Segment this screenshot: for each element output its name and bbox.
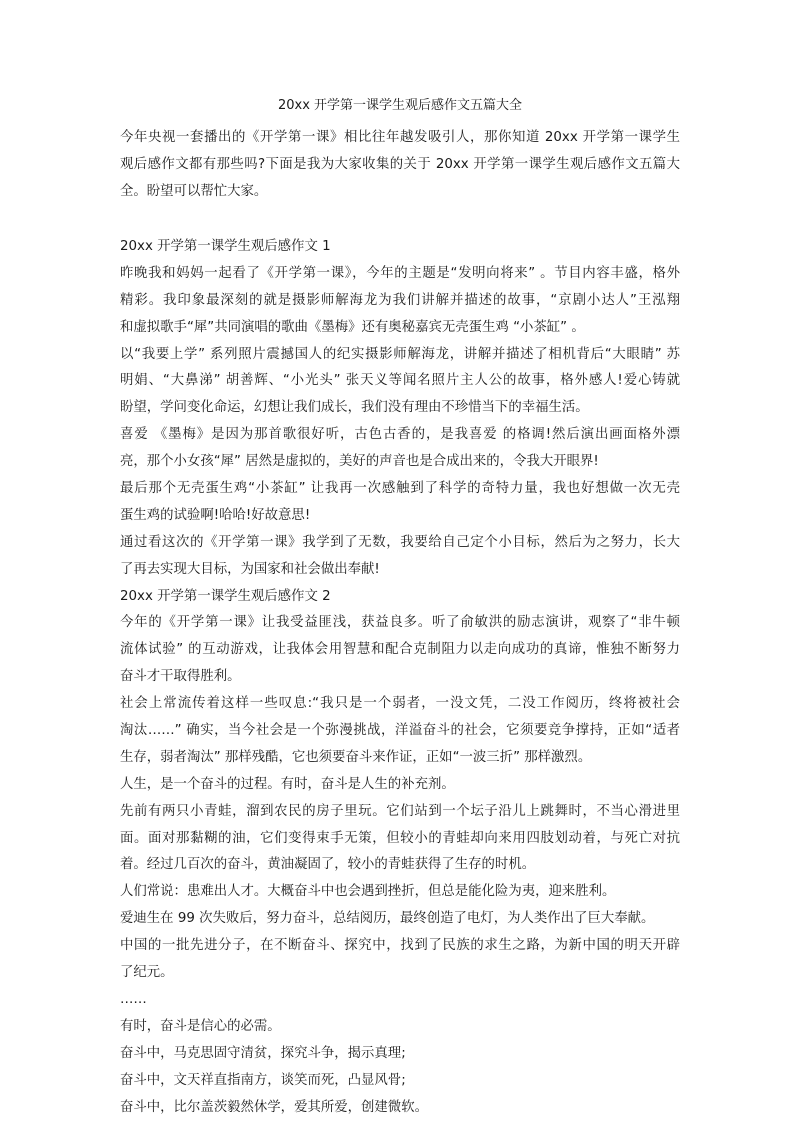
document-body — [120, 234, 680, 1121]
body-line: 最后那个无壳蛋生鸡“小茶缸” 让我再一次感触到了科学的奇特力量，我也好想做一次无壳 — [120, 481, 680, 497]
body-line: 通过看这次的《开学第一课》我学到了无数，我要给自己定个小目标，然后为之努力，长大 — [120, 534, 680, 550]
section-heading-2: 20xx 开学第一课学生观后感作文 2 — [120, 588, 331, 604]
intro-line: 观后感作文都有那些吗?下面是我为大家收集的关于 20xx 开学第一课学生观后感作文五篇大 — [120, 156, 680, 172]
body-line: 爱迪生在 99 次失败后，努力奋斗，总结阅历，最终创造了电灯，为人类作出了巨大奉献。 — [120, 911, 655, 927]
body-line: 有时，奋斗是信心的必需。 — [120, 1018, 281, 1034]
body-line: 奋斗中，比尔盖茨毅然休学，爱其所爱，创建微软。 — [120, 1099, 428, 1115]
body-line: 奋斗中，文天祥直指南方，谈笑而死，凸显风骨; — [120, 1072, 406, 1088]
body-line: 以“我要上学” 系列照片震撼国人的纪实摄影师解海龙，讲解并描述了相机背后“大眼睛” 苏 — [120, 346, 680, 362]
body-line: 流体试验” 的互动游戏，让我体会用智慧和配合克制阻力以走向成功的真谛，惟独不断努力 — [120, 642, 680, 658]
document-title: 20xx 开学第一课学生观后感作文五篇大全 — [277, 98, 523, 113]
body-line: 人生，是一个奋斗的过程。有时，奋斗是人生的补充剂。 — [120, 776, 455, 792]
intro-line: 全。盼望可以帮忙大家。 — [120, 183, 268, 199]
intro-paragraph — [120, 125, 680, 206]
intro-line: 今年央视一套播出的《开学第一课》相比往年越发吸引人，那你知道 20xx 开学第一课学生 — [120, 130, 680, 145]
body-line: 生存，弱者淘汰” 那样残酷，它也须要奋斗来作证，正如“一波三折” 那样激烈。 — [120, 749, 592, 765]
body-line: 奋斗中，马克思固守清贫，探究斗争，揭示真理; — [120, 1045, 406, 1061]
body-line: 喜爱 《墨梅》是因为那首歌很好听，古色古香的，是我喜爱 的格调!然后演出画面格外漂 — [120, 427, 680, 443]
body-line: 着。经过几百次的奋斗，黄油凝固了，较小的青蛙获得了生存的时机。 — [120, 857, 536, 873]
body-line: 面。面对那黏糊的油，它们变得束手无策，但较小的青蛙却向来用四肢划动着，与死亡对抗 — [120, 830, 680, 846]
section-heading-1: 20xx 开学第一课学生观后感作文 1 — [120, 239, 331, 254]
body-line: 中国的一批先进分子，在不断奋斗、探究中，找到了民族的求生之路，为新中国的明天开辟 — [120, 938, 680, 954]
body-line: 明娟、“大鼻涕” 胡善辉、“小光头” 张天义等闻名照片主人公的故事，格外感人!爱心铸就 — [120, 373, 680, 389]
body-line: 盼望，学问变化命运，幻想让我们成长，我们没有理由不珍惜当下的幸福生活。 — [120, 400, 589, 416]
body-line: 奋斗才干取得胜利。 — [120, 669, 241, 685]
body-line: 今年的《开学第一课》让我受益匪浅，获益良多。听了俞敏洪的励志演讲，观察了“非牛顿 — [120, 615, 680, 631]
body-line: 蛋生鸡的试验啊!哈哈!好故意思! — [120, 507, 311, 523]
ellipsis-line: …… — [120, 991, 147, 1007]
body-line: 淘汰……” 确实，当今社会是一个弥漫挑战，洋溢奋斗的社会，它须要竞争撑持，正如“适者 — [120, 723, 680, 739]
body-line: 昨晚我和妈妈一起看了《开学第一课》，今年的主题是“发明向将来” 。节目内容丰盛，格外 — [120, 265, 680, 281]
body-line: 人们常说：患难出人才。大概奋斗中也会遇到挫折，但总是能化险为夷，迎来胜利。 — [120, 884, 616, 900]
body-line: 了再去实现大目标，为国家和社会做出奉献! — [120, 561, 380, 577]
body-line: 先前有两只小青蛙，溜到农民的房子里玩。它们站到一个坛子沿儿上跳舞时，不当心滑进里 — [120, 803, 680, 819]
body-line: 和虚拟歌手“犀”共同演唱的歌曲《墨梅》还有奥秘嘉宾无壳蛋生鸡 “小茶缸” 。 — [120, 319, 585, 335]
body-line: 了纪元。 — [120, 965, 174, 981]
body-line: 社会上常流传着这样一些叹息:“我只是一个弱者，一没文凭，二没工作阅历，终将被社会 — [120, 696, 680, 712]
body-line: 精彩。我印象最深刻的就是摄影师解海龙为我们讲解并描述的故事，“京剧小达人”王泓翔 — [120, 292, 680, 308]
body-line: 亮，那个小女孩“犀” 居然是虚拟的，美好的声音也是合成出来的，令我大开眼界! — [120, 454, 599, 470]
